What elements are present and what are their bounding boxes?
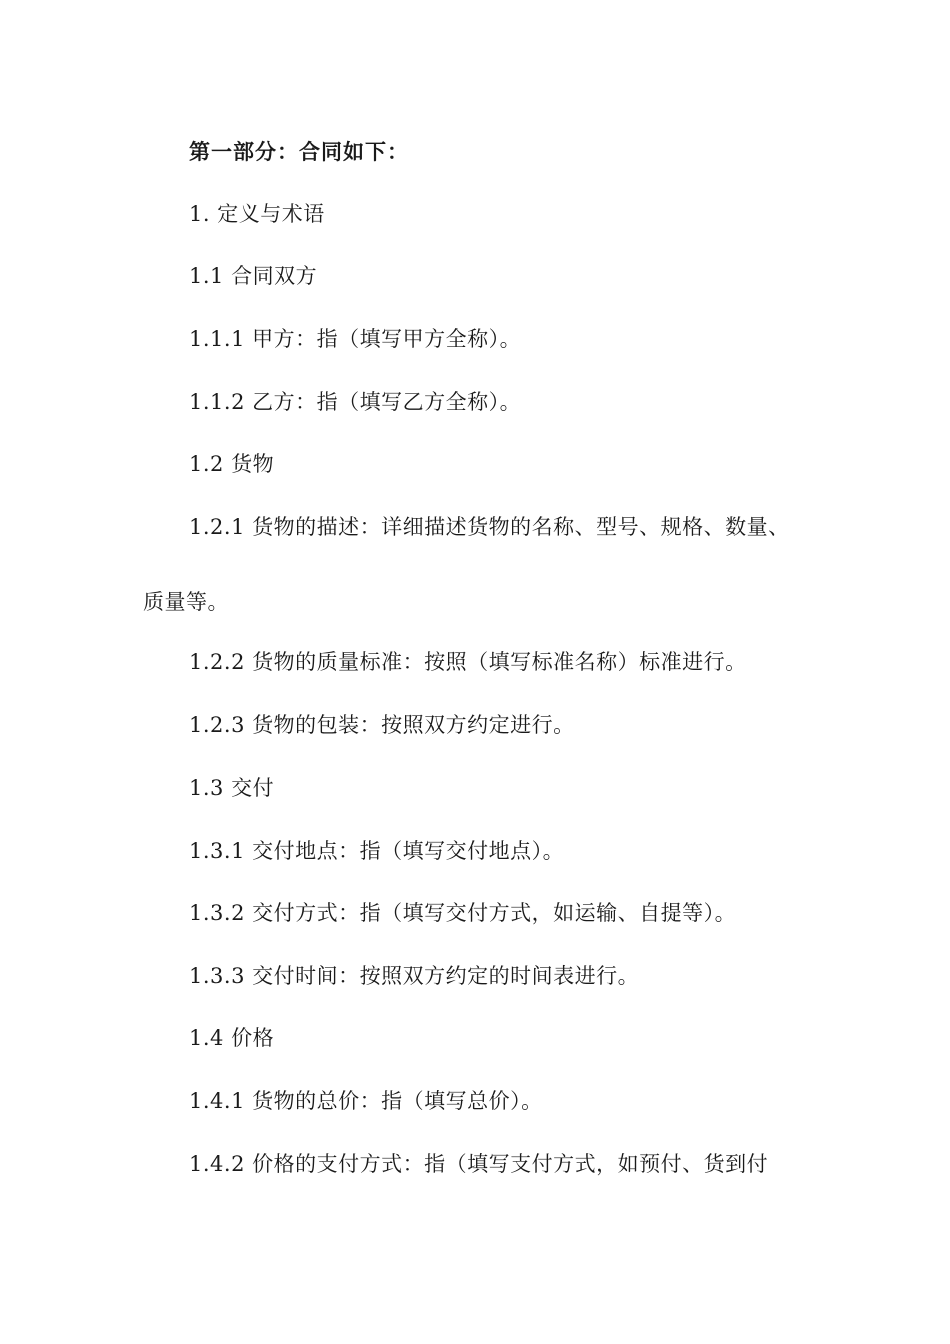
clause-1-4: 1.4 价格 <box>189 1026 275 1050</box>
clause-1-2-2: 1.2.2 货物的质量标准：按照（填写标准名称）标准进行。 <box>189 650 747 674</box>
clause-1-3-3: 1.3.3 交付时间：按照双方约定的时间表进行。 <box>189 964 640 988</box>
clause-1-2-3: 1.2.3 货物的包装：按照双方约定进行。 <box>189 713 575 737</box>
clause-1-4-1: 1.4.1 货物的总价：指（填写总价）。 <box>189 1089 543 1113</box>
clause-1-1: 1.1 合同双方 <box>189 264 318 288</box>
section-heading: 第一部分：合同如下： <box>189 140 409 164</box>
clause-1-4-2: 1.4.2 价格的支付方式：指（填写支付方式，如预付、货到付 <box>189 1152 769 1176</box>
clause-1-3-2: 1.3.2 交付方式：指（填写交付方式，如运输、自提等）。 <box>189 901 737 925</box>
clause-1-3-1: 1.3.1 交付地点：指（填写交付地点）。 <box>189 839 565 863</box>
clause-1-2-1-continued: 质量等。 <box>143 590 229 614</box>
clause-1-2: 1.2 货物 <box>189 452 275 476</box>
clause-1-2-1: 1.2.1 货物的描述：详细描述货物的名称、型号、规格、数量、 <box>189 515 790 539</box>
clause-1: 1. 定义与术语 <box>189 202 325 226</box>
clause-1-1-2: 1.1.2 乙方：指（填写乙方全称）。 <box>189 390 522 414</box>
clause-1-1-1: 1.1.1 甲方：指（填写甲方全称）。 <box>189 327 522 351</box>
clause-1-3: 1.3 交付 <box>189 776 275 800</box>
